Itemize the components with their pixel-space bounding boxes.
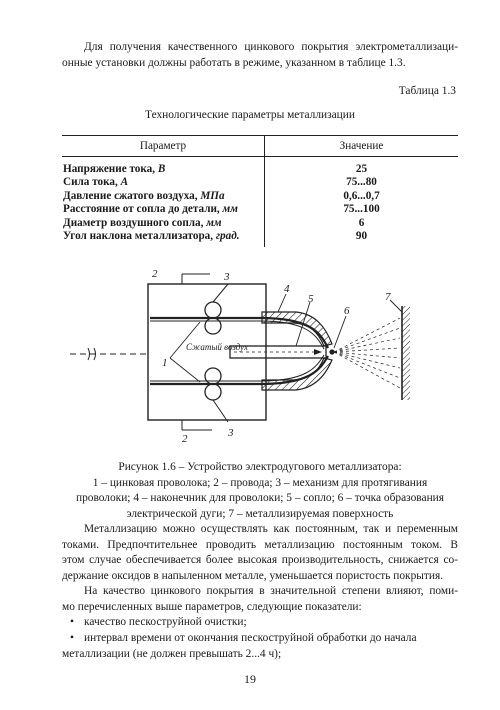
param-name: Расстояние от сопла до детали, [63,203,223,216]
param-name: Давление сжатого воздуха, [63,189,201,202]
para2-line: мо перечисленных выше параметров, следующие показатели: [62,600,362,613]
header-value: Значение [265,136,459,157]
table-header-row [62,136,458,157]
bullet-dot: • [70,616,74,628]
param-name: Напряжение тока, [63,163,158,175]
metallizer-diagram [70,262,430,452]
para1-line: этом случае обеспечивается более высокая производительность, снижается со- [62,554,458,566]
caption-title: Рисунок 1.6 – Устройство электродугового металлизатора: [118,461,402,473]
table-row [62,157,458,177]
caption-line: проволоки; 4 – наконечник для проволоки; 5 – сопло; 6 – точка образования [75,492,445,504]
label-2b: 2 [182,433,188,445]
upper-roller [205,302,221,318]
para1-line: держание оксидов в напыленном металле, уменьшается пористость покрытия. [62,569,444,582]
caption-line: электрической дуги; 7 – металлизируемая поверхность [126,507,394,520]
intro-paragraph [62,40,458,71]
bullet-item [62,631,458,662]
table-title: Технологические параметры металлизации [145,109,355,121]
param-value: 0,6...0,7 [343,189,380,202]
table-row [62,217,458,230]
table-row [62,190,458,203]
caption-line: 1 – цинковая проволока; 2 – провода; 3 – механизм для протягивания [92,476,428,489]
param-value: 75...100 [343,203,380,216]
parameters-table [62,135,458,247]
param-name: Угол наклона металлизатора, [63,230,216,243]
page-number: 19 [244,672,256,686]
figure-caption [62,460,458,522]
label-5: 5 [308,293,314,305]
label-1: 1 [162,357,168,369]
param-unit: мм [222,203,238,216]
table-row [62,203,458,216]
intro-line-1: Для получения качественного цинкового покрытия электрометаллизаци- [84,41,458,53]
para1-line: Металлизацию можно осуществлять как постоянным, так и переменным [84,523,458,535]
label-4: 4 [284,283,290,295]
param-value: 75...80 [346,176,377,189]
param-name: Диаметр воздушного сопла, [63,216,207,229]
table-row [62,230,458,247]
bullet-text: интервал времени от окончания пескоструйной обработки до начала [84,632,417,644]
lower-roller-2 [205,384,221,400]
table-row [62,176,458,189]
param-unit: град. [215,230,240,243]
label-6: 6 [344,305,350,317]
bullet-text: качество пескоструйной очистки; [84,616,247,628]
table-label: Таблица 1.3 [398,85,456,97]
param-unit: МПа [200,189,225,202]
param-value: 25 [355,163,368,175]
bullet-item [62,615,458,631]
param-name: Сила тока, [63,176,121,189]
param-unit: В [157,163,166,175]
param-unit: А [120,176,129,189]
upper-roller-2 [205,318,221,334]
param-value: 90 [355,230,368,243]
wire-tip-lower [262,358,332,390]
body-paragraphs [62,522,458,615]
param-unit: мм [206,216,222,229]
intro-line-2: онные установки должны работать в режиме, указанном в таблице 1.3. [62,56,406,69]
para1-line: токами. Предпочтительнее проводить металлизацию постоянным током. В [62,538,458,551]
lower-roller [205,368,221,384]
para2-line: На качество цинкового покрытия в значительной степени влияют, поми- [84,585,458,597]
label-2a: 2 [152,268,158,280]
label-3b: 3 [228,427,234,439]
label-7: 7 [385,291,391,303]
header-parameter: Параметр [62,136,265,157]
bullet-text-cont: металлизации (не должен превышать 2...4 ч); [62,647,282,660]
wire-tip-upper [262,312,332,346]
air-label: Сжатый воздух [186,342,249,352]
param-value: 6 [358,216,365,229]
label-3a: 3 [224,271,230,283]
bullet-dot: • [70,632,74,644]
